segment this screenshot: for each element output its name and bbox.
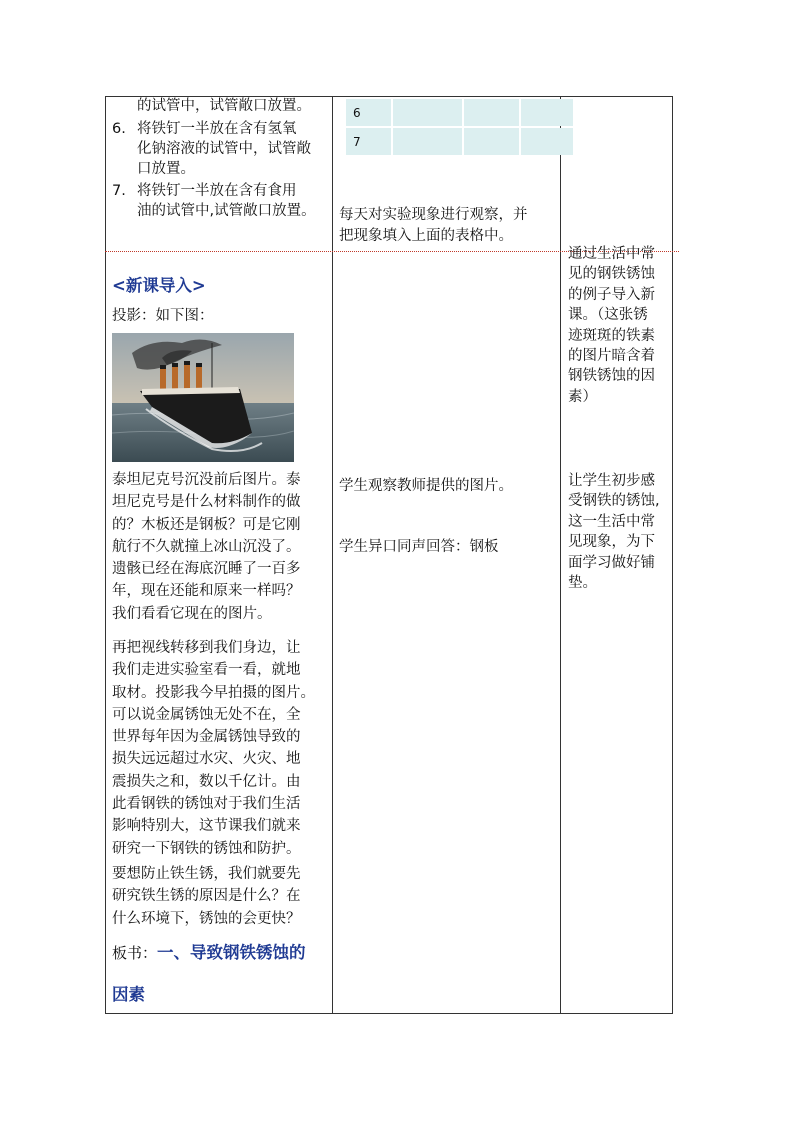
note-line: 见现象，为下 — [568, 534, 655, 551]
paragraph-line: 泰坦尼克号沉没前后图片。泰 — [112, 472, 301, 488]
table-cell — [464, 99, 519, 126]
table-row — [346, 99, 573, 126]
design-note-1 — [568, 244, 655, 407]
note-line: 的图片暗含着 — [568, 348, 655, 365]
paragraph-line: 我们看看它现在的图片。 — [112, 605, 272, 622]
note-line: 迹斑斑的铁素 — [568, 327, 655, 344]
lab-paragraph — [112, 637, 315, 860]
paragraph-line: 航行不久就撞上冰山沉没了。 — [112, 538, 301, 555]
projection-label: 投影：如下图： — [112, 308, 214, 324]
note-line: 课。（这张锈 — [568, 307, 648, 324]
design-note-2 — [568, 471, 660, 593]
paragraph-line: 遗骸已经在海底沉睡了一百多 — [112, 561, 301, 578]
titanic-photo — [112, 333, 294, 462]
note-line: 让学生初步感 — [568, 473, 655, 489]
paragraph-line: 研究铁生锈的原因是什么？在 — [112, 888, 301, 905]
step-line: 口放置。 — [137, 161, 195, 177]
board-heading-cont: 因素 — [112, 985, 145, 1004]
section-title: <新课导入> — [112, 276, 206, 295]
paragraph-line: 要想防止铁生锈，我们就要先 — [112, 866, 301, 882]
paragraph-line: 年，现在还能和原来一样吗？ — [112, 583, 301, 600]
table-cell — [521, 128, 573, 155]
note-line: 通过生活中常 — [568, 246, 655, 262]
student-activity-2: 学生异口同声回答：钢板 — [339, 539, 499, 555]
student-activity-1: 学生观察教师提供的图片。 — [339, 478, 513, 494]
row-label: 7 — [346, 128, 391, 155]
observe-instruction — [339, 205, 528, 247]
paragraph-line: 此看钢铁的锈蚀对于我们生活 — [112, 796, 301, 813]
paragraph-line: 研究一下钢铁的锈蚀和防护。 — [112, 840, 301, 857]
step-text — [137, 181, 316, 221]
note-line: 素） — [568, 388, 597, 405]
table-cell — [393, 99, 462, 126]
table-cell — [521, 99, 573, 126]
paragraph-line: 震损失之和，数以千亿计。由 — [112, 773, 301, 790]
observation-table — [344, 97, 575, 157]
board-heading: 一、导致钢铁锈蚀的 — [157, 943, 306, 962]
step-number: 7. — [112, 183, 126, 199]
titanic-paragraph — [112, 469, 301, 625]
note-line: 垫。 — [568, 575, 597, 592]
note-line: 的例子导入新 — [568, 286, 655, 303]
paragraph-line: 坦尼克号是什么材料制作的做 — [112, 494, 301, 511]
table-row — [346, 128, 573, 155]
step-line: 油的试管中,试管敞口放置。 — [137, 203, 316, 219]
step-line: 将铁钉一半放在含有氢氧 — [137, 121, 297, 137]
note-line: 见的钢铁锈蚀 — [568, 266, 655, 283]
note-line: 受钢铁的锈蚀, — [568, 493, 660, 510]
instruction-line: 把现象填入上面的表格中。 — [339, 228, 513, 244]
paragraph-line: 取材。投影我今早拍摄的图片。 — [112, 684, 315, 701]
board-writing-cont — [112, 981, 145, 1005]
note-line: 钢铁锈蚀的因 — [568, 368, 655, 385]
paragraph-line: 可以说金属锈蚀无处不在，全 — [112, 706, 301, 723]
note-line: 这一生活中常 — [568, 513, 655, 530]
column-divider-2 — [560, 96, 561, 1014]
column-divider-1 — [332, 96, 333, 1014]
board-label: 板书： — [112, 944, 158, 962]
step-line: 将铁钉一半放在含有食用 — [137, 183, 297, 199]
paragraph-line: 再把视线转移到我们身边，让 — [112, 640, 301, 656]
paragraph-line: 的？木板还是钢板？可是它刚 — [112, 516, 301, 533]
paragraph-line: 世界每年因为金属锈蚀导致的 — [112, 729, 301, 746]
paragraph-line: 损失远远超过水灾、火灾、地 — [112, 751, 301, 768]
step-line: 化钠溶液的试管中，试管敞 — [137, 141, 311, 157]
note-line: 面学习做好铺 — [568, 554, 655, 571]
step-text — [137, 119, 311, 179]
continued-step-text: 的试管中，试管敞口放置。 — [137, 98, 311, 114]
instruction-line: 每天对实验现象进行观察，并 — [339, 207, 528, 223]
step-number: 6. — [112, 121, 126, 137]
question-paragraph — [112, 863, 301, 930]
paragraph-line: 什么环境下，锈蚀的会更快？ — [112, 910, 301, 927]
table-cell — [464, 128, 519, 155]
paragraph-line: 影响特别大，这节课我们就来 — [112, 818, 301, 835]
table-cell — [393, 128, 462, 155]
paragraph-line: 我们走进实验室看一看，就地 — [112, 662, 301, 679]
board-writing — [112, 939, 306, 963]
row-label: 6 — [346, 99, 391, 126]
